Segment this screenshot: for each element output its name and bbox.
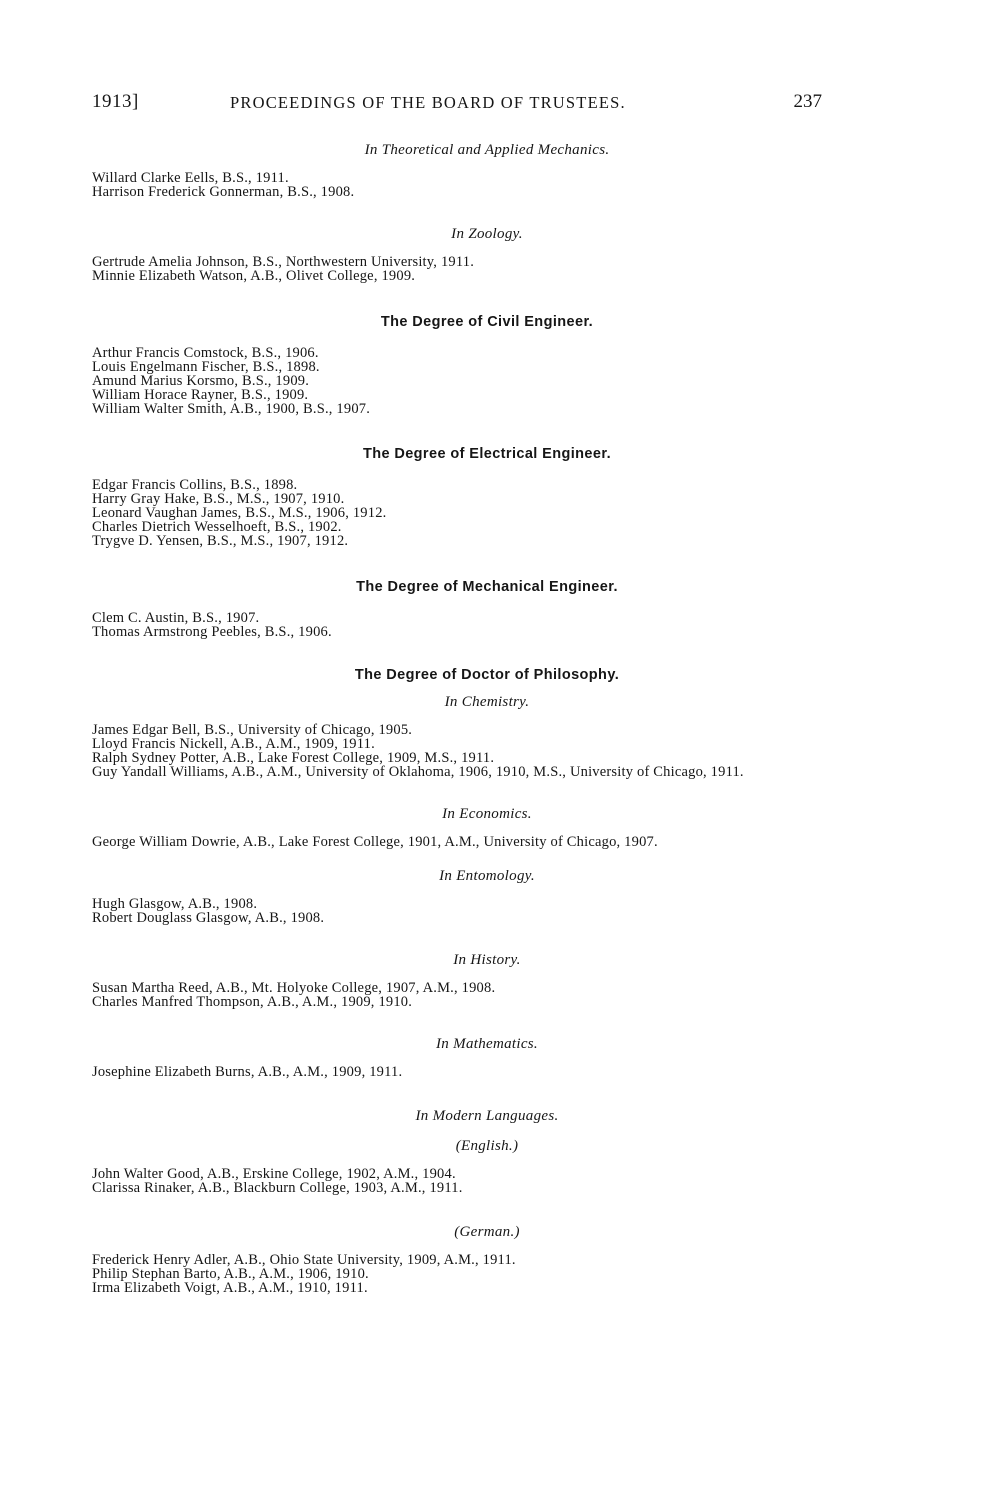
list-item: Harrison Frederick Gonnerman, B.S., 1908. bbox=[92, 184, 355, 200]
list-item: Philip Stephan Barto, A.B., A.M., 1906, 1910. bbox=[92, 1266, 369, 1282]
section-electrical-engineer bbox=[92, 445, 827, 548]
section-history bbox=[92, 951, 827, 1009]
entry-list bbox=[92, 897, 827, 925]
list-item: Ralph Sydney Potter, A.B., Lake Forest College, 1909, M.S., 1911. bbox=[92, 750, 495, 766]
page-content bbox=[92, 141, 827, 1295]
header-year: 1913] bbox=[92, 91, 139, 112]
section-doctor-of-philosophy bbox=[92, 666, 827, 779]
list-item: Charles Dietrich Wesselhoeft, B.S., 1902. bbox=[92, 519, 342, 535]
list-item: Arthur Francis Comstock, B.S., 1906. bbox=[92, 345, 319, 361]
list-item: Louis Engelmann Fischer, B.S., 1898. bbox=[92, 359, 320, 375]
list-item: William Horace Rayner, B.S., 1909. bbox=[92, 387, 309, 403]
entry-list bbox=[92, 611, 827, 639]
list-item: Harry Gray Hake, B.S., M.S., 1907, 1910. bbox=[92, 491, 345, 507]
subheading: (German.) bbox=[454, 1224, 520, 1240]
list-item: Minnie Elizabeth Watson, A.B., Olivet College, 1909. bbox=[92, 268, 416, 284]
subheading: In History. bbox=[453, 952, 521, 968]
entry-list bbox=[92, 723, 827, 779]
list-item: Amund Marius Korsmo, B.S., 1909. bbox=[92, 373, 310, 389]
page-number: 237 bbox=[793, 91, 822, 112]
subsubheading: (English.) bbox=[455, 1138, 519, 1154]
list-item: Frederick Henry Adler, A.B., Ohio State University, 1909, A.M., 1911. bbox=[92, 1252, 516, 1268]
subheading: In Mathematics. bbox=[436, 1036, 538, 1052]
entry-list bbox=[92, 255, 827, 283]
list-item: Hugh Glasgow, A.B., 1908. bbox=[92, 896, 258, 912]
entry-list bbox=[92, 981, 827, 1009]
entry-list bbox=[92, 346, 827, 416]
subheading: In Chemistry. bbox=[444, 694, 530, 710]
entry-list bbox=[92, 1167, 827, 1195]
section-heading: The Degree of Mechanical Engineer. bbox=[356, 579, 618, 595]
list-item: Susan Martha Reed, A.B., Mt. Holyoke College, 1907, A.M., 1908. bbox=[92, 980, 496, 996]
section-economics bbox=[92, 805, 827, 849]
list-item: Edgar Francis Collins, B.S., 1898. bbox=[92, 477, 298, 493]
section-modern-languages bbox=[92, 1107, 827, 1195]
subheading: In Entomology. bbox=[439, 868, 535, 884]
entry-list bbox=[92, 1253, 827, 1295]
list-item: James Edgar Bell, B.S., University of Chicago, 1905. bbox=[92, 722, 413, 738]
header-title: PROCEEDINGS OF THE BOARD OF TRUSTEES. bbox=[230, 93, 626, 112]
list-item: Josephine Elizabeth Burns, A.B., A.M., 1909, 1911. bbox=[92, 1064, 403, 1080]
list-item: William Walter Smith, A.B., 1900, B.S., 1907. bbox=[92, 401, 371, 417]
subheading: In Zoology. bbox=[451, 226, 523, 242]
page-header bbox=[92, 91, 822, 115]
list-item: Willard Clarke Eells, B.S., 1911. bbox=[92, 170, 289, 186]
entry-list bbox=[92, 835, 827, 849]
section-civil-engineer bbox=[92, 313, 827, 416]
entry-list bbox=[92, 171, 827, 199]
list-item: Irma Elizabeth Voigt, A.B., A.M., 1910, 1911. bbox=[92, 1280, 368, 1296]
section-mathematics bbox=[92, 1035, 827, 1079]
section-heading: The Degree of Civil Engineer. bbox=[380, 314, 594, 330]
list-item: Charles Manfred Thompson, A.B., A.M., 1909, 1910. bbox=[92, 994, 413, 1010]
section-heading: The Degree of Doctor of Philosophy. bbox=[354, 667, 620, 683]
list-item: Clarissa Rinaker, A.B., Blackburn College, 1903, A.M., 1911. bbox=[92, 1180, 463, 1196]
section-heading: The Degree of Electrical Engineer. bbox=[362, 446, 612, 462]
subheading: In Modern Languages. bbox=[415, 1108, 559, 1124]
list-item: Lloyd Francis Nickell, A.B., A.M., 1909, 1911. bbox=[92, 736, 375, 752]
entry-list bbox=[92, 478, 827, 548]
list-item: Clem C. Austin, B.S., 1907. bbox=[92, 610, 260, 626]
list-item: Gertrude Amelia Johnson, B.S., Northwestern University, 1911. bbox=[92, 254, 475, 270]
list-item: Thomas Armstrong Peebles, B.S., 1906. bbox=[92, 624, 332, 640]
entry-list bbox=[92, 1065, 827, 1079]
subheading: In Economics. bbox=[442, 806, 532, 822]
section-mechanical-engineer bbox=[92, 578, 827, 639]
section-german bbox=[92, 1223, 827, 1295]
list-item: Guy Yandall Williams, A.B., A.M., University of Oklahoma, 1906, 1910, M.S., University of Chicago, 1911. bbox=[92, 764, 744, 780]
list-item: Trygve D. Yensen, B.S., M.S., 1907, 1912. bbox=[92, 533, 349, 549]
list-item: Robert Douglass Glasgow, A.B., 1908. bbox=[92, 910, 325, 926]
subheading: In Theoretical and Applied Mechanics. bbox=[364, 142, 610, 158]
list-item: George William Dowrie, A.B., Lake Forest College, 1901, A.M., University of Chicago, 1907. bbox=[92, 834, 658, 850]
list-item: John Walter Good, A.B., Erskine College, 1902, A.M., 1904. bbox=[92, 1166, 456, 1182]
list-item: Leonard Vaughan James, B.S., M.S., 1906, 1912. bbox=[92, 505, 387, 521]
section-theoretical-applied-mechanics bbox=[92, 141, 827, 199]
section-zoology bbox=[92, 225, 827, 283]
section-entomology bbox=[92, 867, 827, 925]
